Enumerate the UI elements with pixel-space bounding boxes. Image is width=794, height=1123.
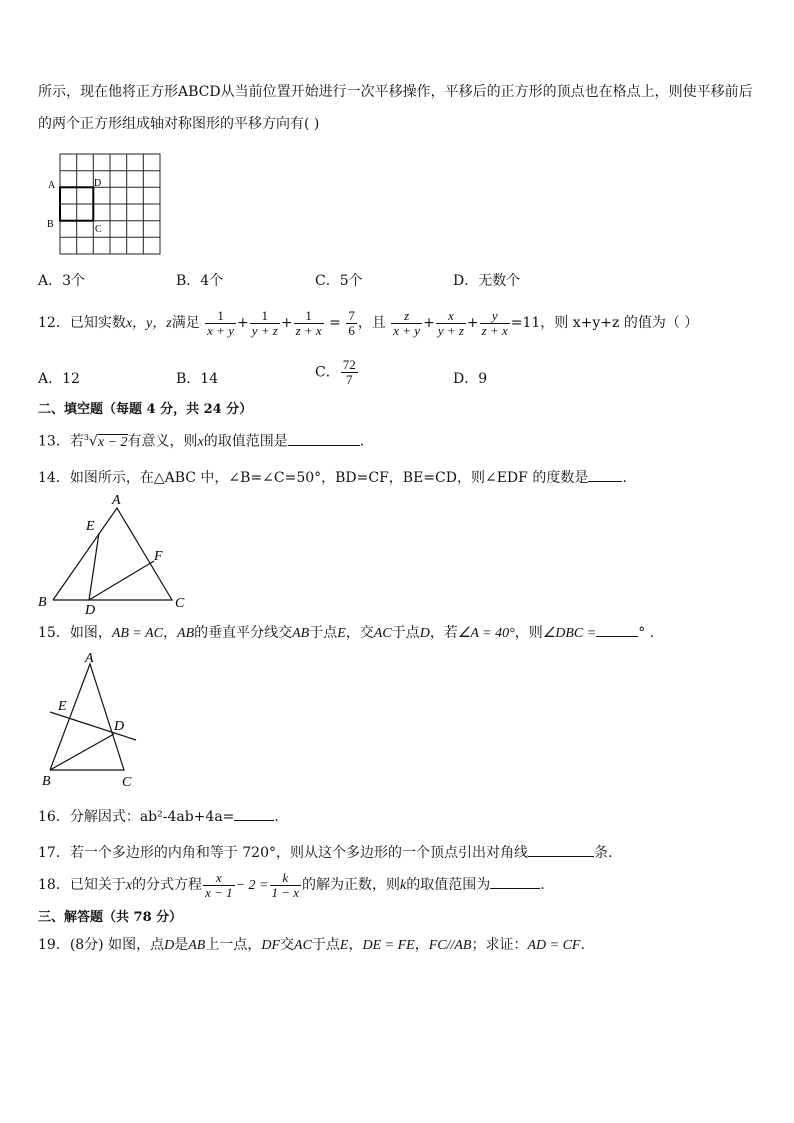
- q11-label-C: C: [95, 224, 102, 235]
- q15-triangle-figure: [40, 648, 150, 790]
- q14-label-E: E: [86, 519, 95, 534]
- q18-question: 18．已知关于x的分式方程 $\frac{x}{x - 1}$ − 2 = $\frac{k}{1 - x}$ 的解为正数，则k的取值范围为 .: [38, 869, 545, 900]
- q11-text-line1: 所示，现在他将正方形ABCD从当前位置开始进行一次平移操作，平移后的正方形的顶点也在格点上，则使平移前后: [38, 84, 753, 100]
- q16-answer-blank[interactable]: [234, 806, 274, 821]
- section-3-heading: 三、解答题（共 78 分）: [38, 910, 183, 925]
- q12-frac5: $\frac{z}{x + y}$: [393, 307, 421, 338]
- q12-tail: =11，则 x+y+z 的值为（ ）: [510, 315, 699, 331]
- q11-option-a[interactable]: A．3个: [38, 273, 86, 289]
- q14-answer-blank[interactable]: [588, 467, 622, 482]
- q13-question: 13．若$^3$√x − 2有意义，则x的取值范围是 .: [38, 428, 756, 453]
- q11-option-b[interactable]: B．4个: [176, 273, 224, 289]
- q19-question: 19．(8分) 如图，点D是AB上一点，DF交AC于点E，DE = FE，FC//AB；求证：AD = CF.: [38, 937, 585, 953]
- q14-label-D: D: [85, 603, 96, 615]
- q11-grid-figure: [44, 150, 164, 256]
- q12-question: 12．已知实数x，y，z满足 $\frac{1}{x + y}$ + $\frac{1}{y + z}$ + $\frac{1}{z + x}$ = $\frac{7}{6}$ ，且 $\frac{z}{x + y}$ + $\frac{x}{y + z}$ + $\frac{y}{z + x}$ =11，则 x+y+z 的值为（ ）: [38, 307, 699, 338]
- q15-question: 15．如图，AB = AC，AB的垂直平分线交AB于点E，交AC于点D，若∠A = 40°，则∠DBC = ° .: [38, 622, 756, 644]
- q12-frac7: $\frac{y}{z + x}$: [481, 307, 508, 338]
- q17-answer-blank[interactable]: [528, 842, 594, 857]
- q12-frac3: $\frac{1}{z + x}$: [295, 307, 322, 338]
- q16-question: 16．分解因式：ab²-4ab+4a= .: [38, 806, 756, 827]
- q15-answer-blank[interactable]: [596, 622, 638, 637]
- q12-option-b[interactable]: B．14: [176, 371, 219, 387]
- q11-option-c[interactable]: C．5个: [315, 273, 363, 289]
- q12-and: ，且: [357, 315, 386, 331]
- q12-frac6: $\frac{x}{y + z}$: [437, 307, 464, 338]
- q18-answer-blank[interactable]: [490, 874, 540, 889]
- q13-answer-blank[interactable]: [288, 431, 360, 446]
- q15-label-E: E: [58, 699, 67, 714]
- q15-label-B: B: [42, 774, 51, 789]
- q11-option-d[interactable]: D．无数个: [453, 273, 521, 289]
- q12-mid: 满足: [171, 315, 200, 331]
- q14-label-B: B: [38, 595, 47, 610]
- section-2-heading: 二、填空题（每题 4 分，共 24 分）: [38, 402, 253, 417]
- q14-label-A: A: [112, 493, 121, 508]
- q14-triangle-figure: [36, 490, 196, 615]
- q17-question: 17．若一个多边形的内角和等于 720°，则从这个多边形的一个顶点引出对角线 条.: [38, 842, 756, 863]
- q14-label-C: C: [175, 596, 185, 611]
- q12-option-a[interactable]: A．12: [38, 371, 80, 387]
- q14-question: 14．如图所示，在△ABC 中，∠B=∠C=50°，BD=CF，BE=CD，则∠EDF 的度数是 .: [38, 467, 756, 488]
- q15-label-C: C: [122, 775, 132, 790]
- q12-prefix: 12．已知实数: [38, 315, 126, 331]
- q12-option-d[interactable]: D．9: [453, 371, 488, 387]
- q11-text-line2: 的两个正方形组成轴对称图形的平移方向有( ): [38, 116, 320, 132]
- q11-label-B: B: [47, 219, 54, 230]
- q11-label-A: A: [48, 180, 56, 191]
- q12-frac2: $\frac{1}{y + z}$: [251, 307, 278, 338]
- q15-label-D: D: [114, 719, 125, 734]
- q15-label-A: A: [85, 651, 94, 666]
- q12-option-c[interactable]: C． $\frac{72}{7}$: [315, 357, 356, 387]
- q12-frac1: $\frac{1}{x + y}$: [207, 307, 234, 338]
- q12-vars: x，y，z: [125, 316, 172, 331]
- q14-label-F: F: [154, 549, 163, 564]
- q12-frac4: $\frac{7}{6}$: [348, 307, 355, 338]
- q11-label-D: D: [94, 178, 102, 189]
